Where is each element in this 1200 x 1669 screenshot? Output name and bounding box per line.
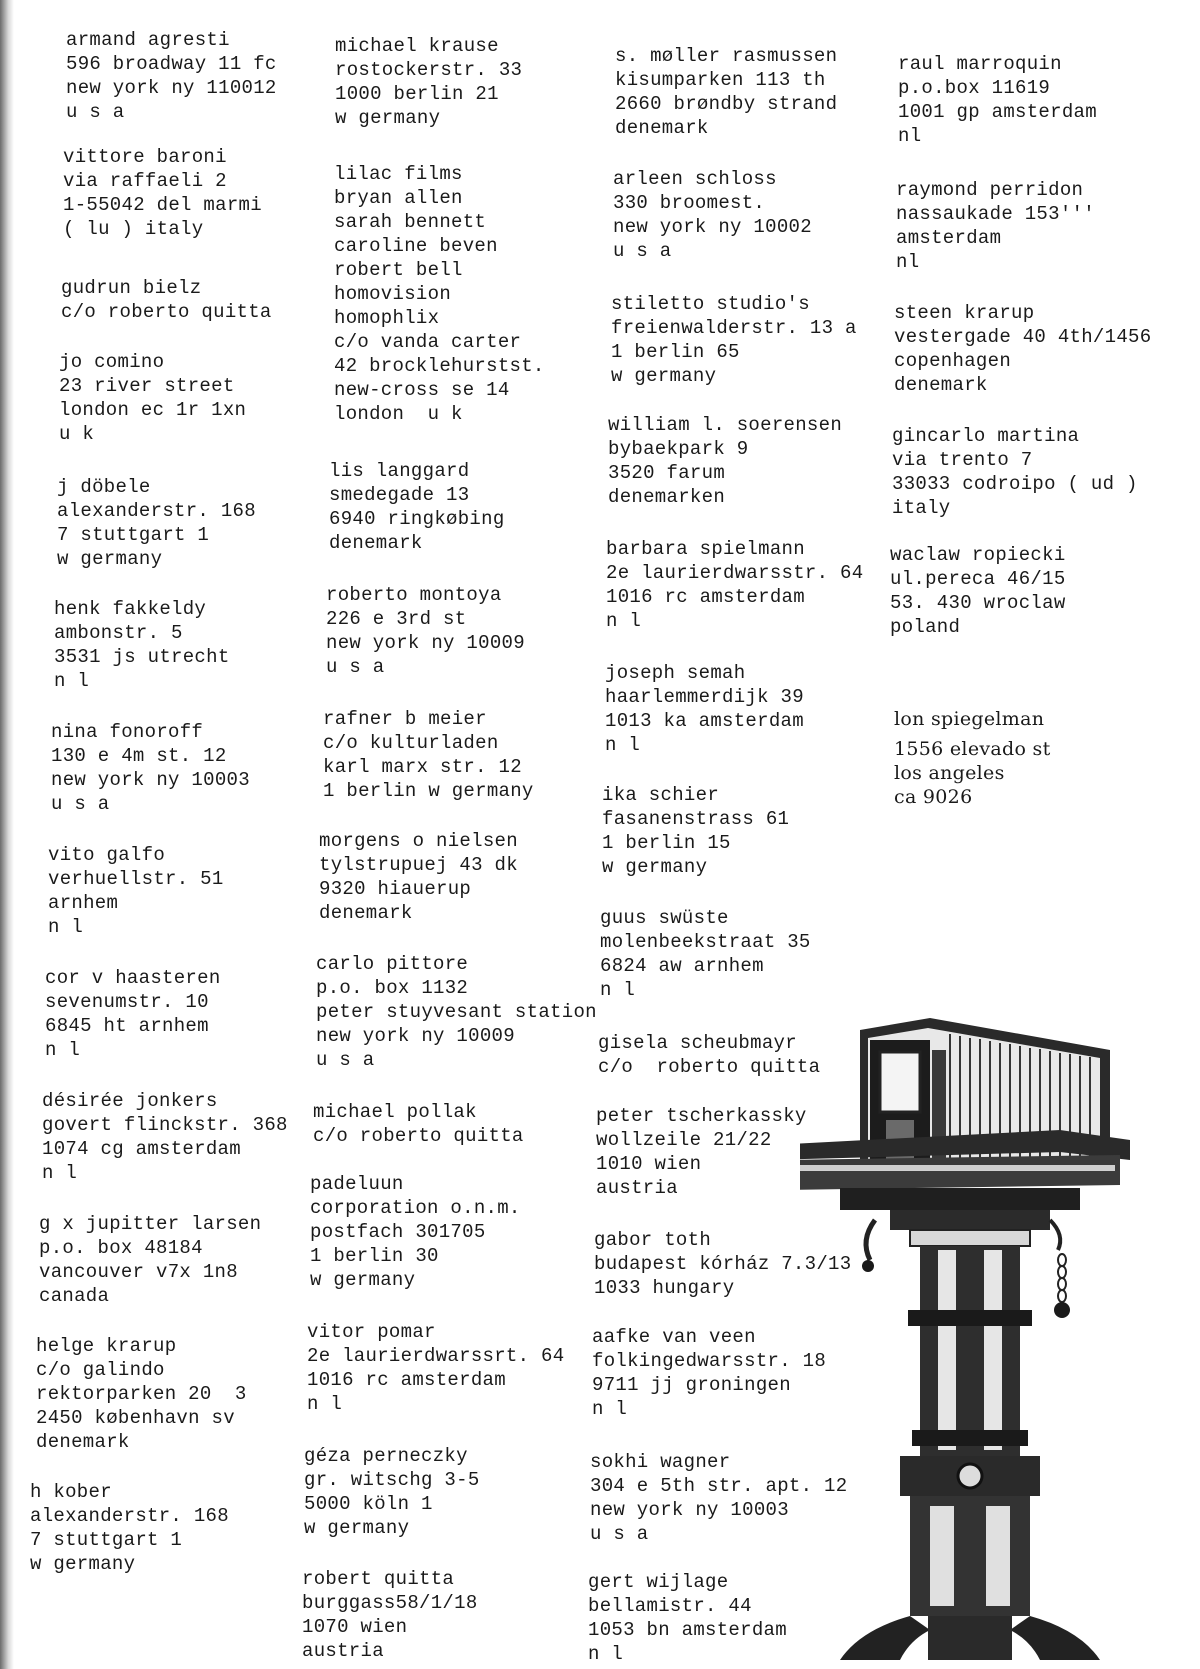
contact-name: stiletto studio's xyxy=(611,293,810,315)
address-entry xyxy=(39,1212,261,1308)
address-line: molenbeekstraat 35 xyxy=(600,931,811,953)
address-line: c/o vanda carter xyxy=(334,331,522,353)
address-line: p.o. box 1132 xyxy=(316,977,469,999)
address-line: 2660 brøndby strand xyxy=(615,93,838,115)
address-line: c/o roberto quitta xyxy=(61,301,272,323)
contact-name: william l. soerensen xyxy=(608,414,843,436)
address-line: n l xyxy=(45,1039,81,1061)
contact-name: armand agresti xyxy=(66,29,230,51)
address-line: 6940 ringkøbing xyxy=(329,508,505,530)
contact-name: rafner b meier xyxy=(323,708,487,730)
contact-name: michael krause xyxy=(335,35,499,57)
address-line: p.o.box 11619 xyxy=(898,77,1051,99)
address-line: new york ny 10009 xyxy=(326,632,525,654)
address-line: nl xyxy=(896,251,920,273)
address-line: 5000 köln 1 xyxy=(304,1493,433,1515)
address-line: alexanderstr. 168 xyxy=(30,1505,229,1527)
address-line: n l xyxy=(605,734,641,756)
address-entry xyxy=(894,301,1151,397)
address-entry xyxy=(588,1570,787,1666)
contact-name: michael pollak xyxy=(313,1101,477,1123)
address-line: new york ny 110012 xyxy=(66,77,277,99)
address-line: italy xyxy=(892,497,951,519)
contact-name: jo comino xyxy=(59,351,165,373)
address-line: 1 berlin 65 xyxy=(611,341,740,363)
contact-name: s. møller rasmussen xyxy=(615,45,838,67)
address-line: smedegade 13 xyxy=(329,484,470,506)
contact-name: h kober xyxy=(30,1481,112,1503)
address-line: denemark xyxy=(36,1431,130,1453)
address-line: 7 stuttgart 1 xyxy=(30,1529,183,1551)
address-entry xyxy=(313,1100,524,1148)
address-line: ( lu ) italy xyxy=(63,218,204,240)
address-line: rektorparken 20 3 xyxy=(36,1383,247,1405)
address-line: u s a xyxy=(66,101,125,123)
address-line: nassaukade 153''' xyxy=(896,203,1095,225)
address-line: 1000 berlin 21 xyxy=(335,83,499,105)
address-line: bellamistr. 44 xyxy=(588,1595,752,1617)
contact-name: vittore baroni xyxy=(63,146,227,168)
address-line: new york ny 10003 xyxy=(51,769,250,791)
contact-name: barbara spielmann xyxy=(606,538,805,560)
contact-name: gisela scheubmayr xyxy=(598,1032,797,1054)
address-line: via raffaeli 2 xyxy=(63,170,227,192)
address-entry xyxy=(302,1567,478,1663)
address-line: 2450 københavn sv xyxy=(36,1407,235,1429)
address-line: 1070 wien xyxy=(302,1616,408,1638)
address-line: 6824 aw arnhem xyxy=(600,955,764,977)
address-line: rostockerstr. 33 xyxy=(335,59,523,81)
address-line: homophlix xyxy=(334,307,440,329)
address-line: vancouver v7x 1n8 xyxy=(39,1261,238,1283)
address-line: c/o kulturladen xyxy=(323,732,499,754)
contact-name: lis langgard xyxy=(329,460,470,482)
address-line: 53. 430 wroclaw xyxy=(890,592,1066,614)
address-entry xyxy=(45,966,221,1062)
address-entry xyxy=(896,178,1095,274)
contact-name: guus swüste xyxy=(600,907,729,929)
address-line: denemark xyxy=(329,532,423,554)
address-line: 1033 hungary xyxy=(594,1277,735,1299)
address-line: 9320 hiauerup xyxy=(319,878,472,900)
address-line: 1013 ka amsterdam xyxy=(605,710,804,732)
contact-name: lon spiegelman xyxy=(894,708,1045,730)
address-line: 3520 farum xyxy=(608,462,726,484)
address-line: kisumparken 113 th xyxy=(615,69,826,91)
address-line: sarah bennett xyxy=(334,211,487,233)
address-line: austria xyxy=(302,1640,384,1662)
address-line: los angeles xyxy=(894,762,1005,784)
address-line: fasanenstrass 61 xyxy=(602,808,790,830)
address-entry xyxy=(605,661,804,757)
address-line: w germany xyxy=(335,107,441,129)
address-line: london u k xyxy=(334,403,463,425)
address-entry xyxy=(598,1031,820,1079)
address-line: london ec 1r 1xn xyxy=(59,399,247,421)
contact-name: robert quitta xyxy=(302,1568,455,1590)
contact-name: raymond perridon xyxy=(896,179,1084,201)
address-line: u s a xyxy=(316,1049,375,1071)
address-entry xyxy=(310,1172,521,1292)
address-entry xyxy=(30,1480,229,1576)
address-entry xyxy=(61,276,272,324)
address-line: 2e laurierdwarssrt. 64 xyxy=(307,1345,565,1367)
address-entry xyxy=(316,952,597,1072)
address-line: u s a xyxy=(326,656,385,678)
contact-name: gabor toth xyxy=(594,1229,712,1251)
address-entry xyxy=(66,28,277,124)
address-entry xyxy=(42,1089,288,1185)
address-line: w germany xyxy=(304,1517,410,1539)
address-line: budapest kórház 7.3/13 xyxy=(594,1253,852,1275)
address-line: 1 berlin 30 xyxy=(310,1245,439,1267)
address-entry xyxy=(894,707,1051,809)
address-line: denemark xyxy=(319,902,413,924)
address-line: new-cross se 14 xyxy=(334,379,510,401)
address-line: 330 broomest. xyxy=(613,192,766,214)
address-entry xyxy=(615,44,837,140)
address-line: peter stuyvesant station xyxy=(316,1001,597,1023)
address-line: n l xyxy=(592,1398,628,1420)
contact-name: cor v haasteren xyxy=(45,967,221,989)
address-line: n l xyxy=(588,1643,624,1665)
address-line: bryan allen xyxy=(334,187,463,209)
address-line: freienwalderstr. 13 a xyxy=(611,317,857,339)
address-line: 1556 elevado st xyxy=(894,738,1051,760)
address-line: arnhem xyxy=(48,892,119,914)
address-line: 1 berlin 15 xyxy=(602,832,731,854)
address-line: w germany xyxy=(602,856,708,878)
camera-rail xyxy=(800,1130,1130,1210)
contact-name: lilac films xyxy=(334,163,463,185)
address-line: 1016 rc amsterdam xyxy=(606,586,805,608)
address-line: c/o roberto quitta xyxy=(598,1056,821,1078)
address-entry xyxy=(606,537,863,633)
address-line: u s a xyxy=(613,240,672,262)
address-entry xyxy=(307,1320,564,1416)
address-line: 1074 cg amsterdam xyxy=(42,1138,241,1160)
contact-name: vito galfo xyxy=(48,844,166,866)
address-line: 1010 wien xyxy=(596,1153,702,1175)
address-line: tylstrupuej 43 dk xyxy=(319,854,518,876)
address-line: gr. witschg 3-5 xyxy=(304,1469,480,1491)
contact-name: j döbele xyxy=(57,476,151,498)
address-line: 6845 ht arnhem xyxy=(45,1015,209,1037)
contact-name: aafke van veen xyxy=(592,1326,756,1348)
address-entry xyxy=(608,413,842,509)
address-line: caroline beven xyxy=(334,235,498,257)
address-line: robert bell xyxy=(334,259,463,281)
address-line: ca 9026 xyxy=(894,786,973,808)
address-entry xyxy=(611,292,857,388)
address-entry xyxy=(335,34,522,130)
address-line: new york ny 10003 xyxy=(590,1499,789,1521)
address-line: 9711 jj groningen xyxy=(592,1374,791,1396)
address-entry xyxy=(596,1104,807,1200)
address-line: verhuellstr. 51 xyxy=(48,868,224,890)
address-line: alexanderstr. 168 xyxy=(57,500,256,522)
address-entry xyxy=(892,424,1138,520)
address-line: 3531 js utrecht xyxy=(54,646,230,668)
address-line: n l xyxy=(42,1162,78,1184)
address-line: copenhagen xyxy=(894,350,1012,372)
address-line: austria xyxy=(596,1177,678,1199)
contact-name: gincarlo martina xyxy=(892,425,1080,447)
address-line: 1-55042 del marmi xyxy=(63,194,262,216)
contact-name: carlo pittore xyxy=(316,953,469,975)
address-line: denemarken xyxy=(608,486,726,508)
address-line: 1016 rc amsterdam xyxy=(307,1369,506,1391)
address-line: 304 e 5th str. apt. 12 xyxy=(590,1475,848,1497)
address-line: 33033 codroipo ( ud ) xyxy=(892,473,1138,495)
address-line: bybaekpark 9 xyxy=(608,438,749,460)
view-camera-illustration xyxy=(800,1010,1145,1665)
contact-name: sokhi wagner xyxy=(590,1451,731,1473)
address-line: u s a xyxy=(590,1523,649,1545)
address-entry xyxy=(613,167,812,263)
contact-name: waclaw ropiecki xyxy=(890,544,1066,566)
address-line: amsterdam xyxy=(896,227,1002,249)
address-line: 1053 bn amsterdam xyxy=(588,1619,787,1641)
address-line: p.o. box 48184 xyxy=(39,1237,203,1259)
address-line: c/o roberto quitta xyxy=(313,1125,524,1147)
address-line: c/o galindo xyxy=(36,1359,165,1381)
address-entry xyxy=(54,597,230,693)
address-line: ul.pereca 46/15 xyxy=(890,568,1066,590)
address-line: n l xyxy=(307,1393,343,1415)
address-line: 1001 gp amsterdam xyxy=(898,101,1097,123)
contact-name: ika schier xyxy=(602,784,720,806)
address-line: ambonstr. 5 xyxy=(54,622,183,644)
address-line: w germany xyxy=(57,548,163,570)
address-line: canada xyxy=(39,1285,110,1307)
address-line: 596 broadway 11 fc xyxy=(66,53,277,75)
address-line: w germany xyxy=(611,365,717,387)
address-line: burggass58/1/18 xyxy=(302,1592,478,1614)
address-line: w germany xyxy=(30,1553,136,1575)
address-line: corporation o.n.m. xyxy=(310,1197,521,1219)
contact-name: henk fakkeldy xyxy=(54,598,207,620)
address-entry xyxy=(602,783,789,879)
address-line: wollzeile 21/22 xyxy=(596,1129,772,1151)
address-line: sevenumstr. 10 xyxy=(45,991,209,1013)
address-line: 2e laurierdwarsstr. 64 xyxy=(606,562,864,584)
address-line: 7 stuttgart 1 xyxy=(57,524,210,546)
address-line: vestergade 40 4th/1456 xyxy=(894,326,1152,348)
contact-name: morgens o nielsen xyxy=(319,830,518,852)
address-entry xyxy=(63,145,262,241)
binding-shadow xyxy=(0,0,14,1669)
contact-name: raul marroquin xyxy=(898,53,1062,75)
contact-name: géza perneczky xyxy=(304,1445,468,1467)
address-line: u s a xyxy=(51,793,110,815)
contact-name: joseph semah xyxy=(605,662,746,684)
address-entry xyxy=(36,1334,247,1454)
address-entry xyxy=(319,829,518,925)
contact-name: gert wijlage xyxy=(588,1571,729,1593)
address-line: 1 berlin w germany xyxy=(323,780,534,802)
address-line: folkingedwarsstr. 18 xyxy=(592,1350,827,1372)
address-line: postfach 301705 xyxy=(310,1221,486,1243)
address-line: new york ny 10002 xyxy=(613,216,812,238)
address-line: n l xyxy=(600,979,636,1001)
contact-name: helge krarup xyxy=(36,1335,177,1357)
address-line: denemark xyxy=(894,374,988,396)
address-entry xyxy=(329,459,505,555)
contact-name: arleen schloss xyxy=(613,168,777,190)
contact-name: peter tscherkassky xyxy=(596,1105,807,1127)
address-entry xyxy=(898,52,1097,148)
address-entry xyxy=(304,1444,480,1540)
address-line: 23 river street xyxy=(59,375,235,397)
address-entry xyxy=(48,843,224,939)
address-entry xyxy=(334,162,545,426)
address-entry xyxy=(890,543,1066,639)
address-line: 130 e 4m st. 12 xyxy=(51,745,227,767)
address-line: n l xyxy=(48,916,84,938)
address-line: poland xyxy=(890,616,961,638)
address-line: nl xyxy=(898,125,922,147)
address-entry xyxy=(592,1325,826,1421)
contact-name: désirée jonkers xyxy=(42,1090,218,1112)
address-entry xyxy=(600,906,811,1002)
contact-name: g x jupitter larsen xyxy=(39,1213,262,1235)
address-line: denemark xyxy=(615,117,709,139)
address-line: govert flinckstr. 368 xyxy=(42,1114,288,1136)
address-line: via trento 7 xyxy=(892,449,1033,471)
address-line: 42 brocklehurstst. xyxy=(334,355,545,377)
address-line: u k xyxy=(59,423,95,445)
contact-name: roberto montoya xyxy=(326,584,502,606)
address-line: n l xyxy=(54,670,90,692)
address-line: homovision xyxy=(334,283,452,305)
address-entry xyxy=(51,720,250,816)
address-line: new york ny 10009 xyxy=(316,1025,515,1047)
address-line: haarlemmerdijk 39 xyxy=(605,686,804,708)
contact-name: steen krarup xyxy=(894,302,1035,324)
address-entry xyxy=(326,583,525,679)
camera-stand xyxy=(840,1210,1100,1660)
contact-name: vitor pomar xyxy=(307,1321,436,1343)
address-entry xyxy=(57,475,256,571)
address-entry xyxy=(59,350,246,446)
address-entry xyxy=(323,707,534,803)
address-line: karl marx str. 12 xyxy=(323,756,522,778)
contact-name: gudrun bielz xyxy=(61,277,202,299)
address-line: w germany xyxy=(310,1269,416,1291)
address-line: 226 e 3rd st xyxy=(326,608,467,630)
contact-name: padeluun xyxy=(310,1173,404,1195)
address-line: n l xyxy=(606,610,642,632)
contact-name: nina fonoroff xyxy=(51,721,204,743)
